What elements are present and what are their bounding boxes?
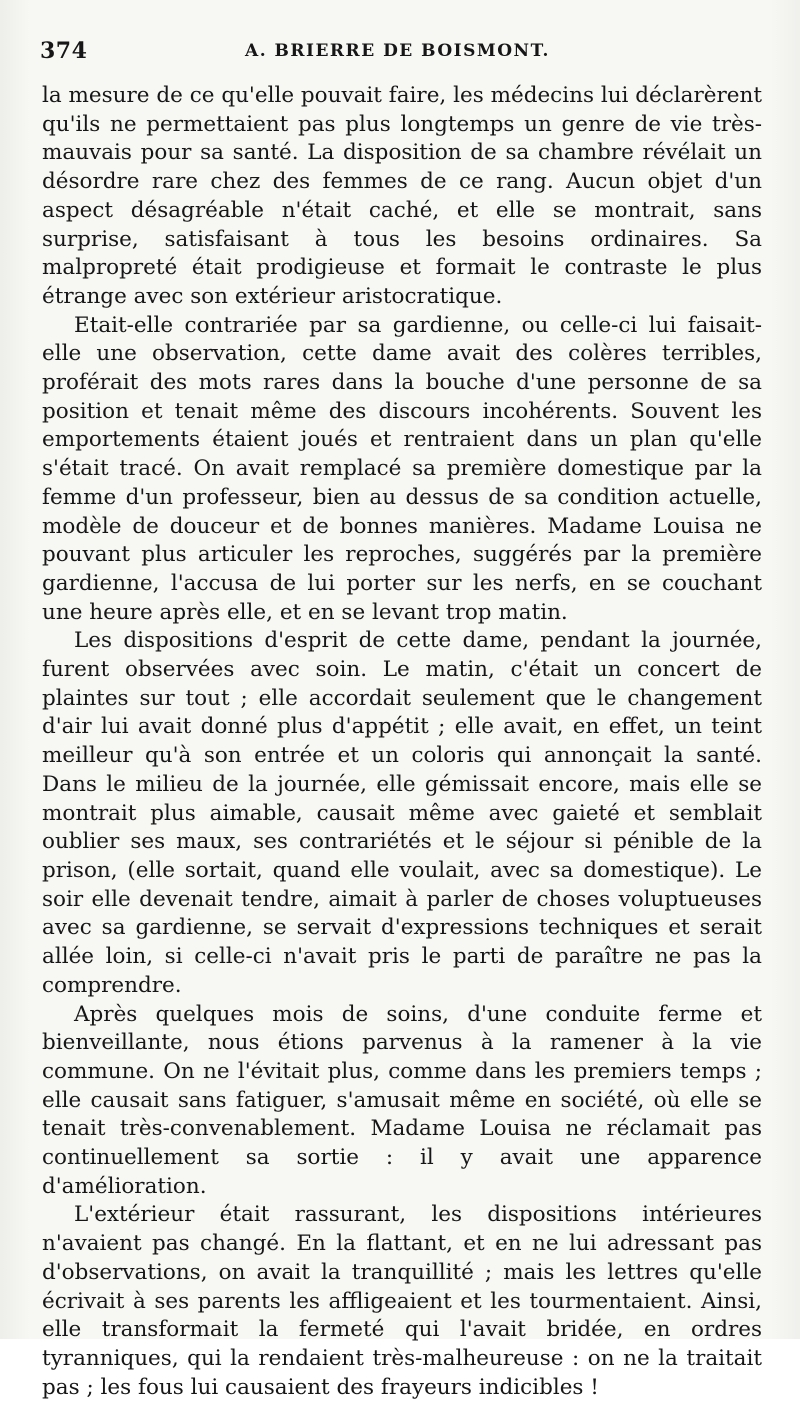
paragraph-2: Etait-elle contrariée par sa gardienne, ou celle-ci lui faisait-elle une observation, cette dame avait des colères terribles, proférait des mots rares dans la bouche d'une personne de sa position et tenait même des discours incohérents. Souvent les emportements étaient joués et rentraient dans un plan qu'elle s'était tracé. On avait remplacé sa première domestique par la femme d'un professeur, bien au dessus de sa condition actuelle, modèle de douceur et de bonnes manières. Madame Louisa ne pouvant plus articuler les reproches, suggérés par la première gardienne, l'accusa de lui porter sur les nerfs, en se couchant une heure après elle, et en se levant trop matin. xyxy=(42,312,762,625)
paragraph-3: Les dispositions d'esprit de cette dame, pendant la journée, furent observées avec soin. Le matin, c'était un concert de plaintes sur tout ; elle accordait seulement que le changement d'air lui avait donné plus d'appétit ; elle avait, en effet, un teint meilleur qu'à son entrée et un coloris qui annonçait la santé. Dans le milieu de la journée, elle gémissait encore, mais elle se montrait plus aimable, causait même avec gaieté et semblait oublier ses maux, ses contrariétés et le séjour si pénible de la prison, (elle sortait, quand elle voulait, avec sa domestique). Le soir elle devenait tendre, aimait à parler de choses voluptueuses avec sa gardienne, se servait d'expressions techniques et serait allée loin, si celle-ci n'avait pris le parti de paraître ne pas la comprendre. xyxy=(42,628,762,998)
paragraph-4: Après quelques mois de soins, d'une conduite ferme et bienveillante, nous étions parvenus à la ramener à la vie commune. On ne l'évitait plus, comme dans les premiers temps ; elle causait sans fatiguer, s'amusait même en société, où elle se tenait très-convenablement. Madame Louisa ne réclamait pas continuellement sa sortie : il y avait une apparence d'amélioration. xyxy=(42,1001,762,1199)
paragraph-1: la mesure de ce qu'elle pouvait faire, les médecins lui déclarèrent qu'ils ne permettaient pas plus longtemps un genre de vie très-mauvais pour sa santé. La disposition de sa chambre révélait un désordre rare chez des femmes de ce rang. Aucun objet d'un aspect désagréable n'était caché, et elle se montrait, sans surprise, satisfaisant à tous les besoins ordinaires. Sa malpropreté était prodigieuse et formait le contraste le plus étrange avec son extérieur aristocratique. xyxy=(42,83,762,309)
running-title: A. BRIERRE DE BOISMONT. xyxy=(245,41,550,61)
paragraph-5: L'extérieur était rassurant, les dispositions intérieures n'avaient pas changé. En la flattant, et en ne lui adressant pas d'observations, on avait la tranquillité ; mais les lettres qu'elle écrivait à ses parents les affligeaient et les tourmentaient. Ainsi, elle transformait la fermeté qui l'avait bridée, en ordres tyranniques, qui la rendaient très-malheureuse : on ne la traitait pas ; les fous lui causaient des frayeurs indicibles ! xyxy=(42,1202,762,1400)
body-text xyxy=(42,82,762,1402)
page-number: 374 xyxy=(40,38,88,64)
running-head xyxy=(40,38,760,72)
